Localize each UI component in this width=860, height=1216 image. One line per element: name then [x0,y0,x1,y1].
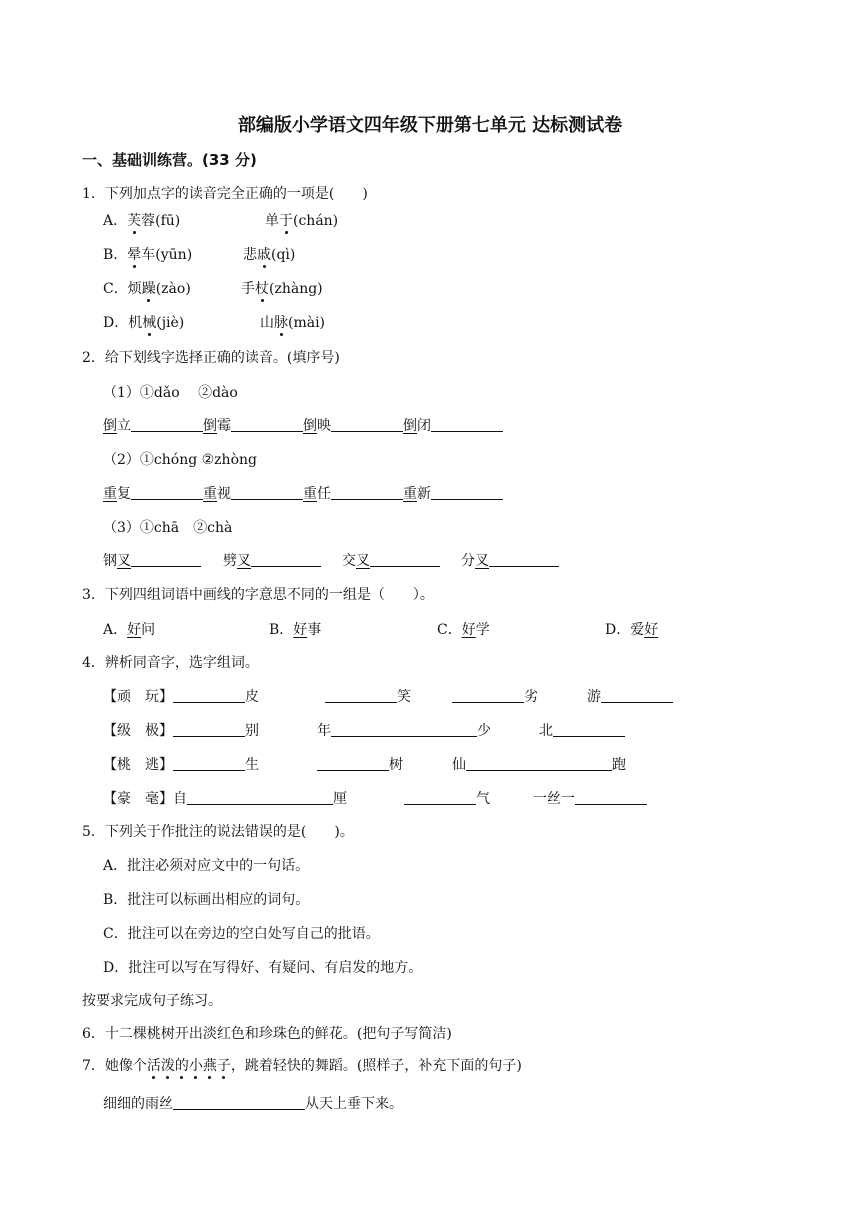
q2-group1-words: 倒立 倒霉 倒映 倒闭 [103,416,503,436]
q2-group2-words: 重复 重视 重任 重新 [103,484,503,504]
q4-row-4: 【豪 毫】自 厘 气 一丝一 [103,789,683,809]
q2-group1-options: （1）①dǎo ②dào [103,385,238,401]
page-title: 部编版小学语文四年级下册第七单元 达标测试卷 [237,115,623,136]
q4-row-1: 【顽 玩】 皮 笑 劣 游 [103,687,683,707]
question-5-stem: 5．下列关于作批注的说法错误的是( )。 [82,824,354,840]
q2-group3-words: 钢叉 劈叉 交叉 分叉 [103,551,201,571]
q5-option-d: D．批注可以写在写得好、有疑问、有启发的地方。 [103,960,423,976]
question-1-stem: 1．下列加点字的读音完全正确的一项是( ) [82,186,368,202]
question-6: 6．十二棵桃树开出淡红色和珍珠色的鲜花。(把句子写简洁) [82,1026,452,1042]
q1-option-a: A．芙蓉(fū) 单于(chán) [103,213,339,229]
question-2-stem: 2．给下划线字选择正确的读音。(填序号) [82,350,340,366]
q1-option-b: B．晕车(yūn) 悲戚(qì) [103,247,296,263]
q7-fill-line: 细细的雨丝 从天上垂下来。 [103,1096,403,1112]
q2-group2-options: （2）①chóng ②zhòng [103,452,257,468]
q4-row-3: 【桃 逃】 生 树 仙 跑 [103,757,626,773]
sentence-section-instruction: 按要求完成句子练习。 [82,993,222,1009]
q1-option-d: D．机械(jiè) 山脉(mài) [103,315,326,331]
q1-option-c: C．烦躁(zào) 手杖(zhàng) [103,281,323,297]
q2-group3-options: （3）①chā ②chà [103,520,233,536]
q3-options: A．好问 B．好事 C．好学 D．爱好 [103,622,659,638]
question-7: 7．她像个活泼的小燕子，跳着轻快的舞蹈。(照样子，补充下面的句子) [82,1058,522,1074]
section-heading: 一、基础训练营。(33 分) [82,151,257,169]
q5-option-b: B．批注可以标画出相应的词句。 [103,892,310,908]
q5-option-a: A．批注必须对应文中的一句话。 [103,858,310,874]
q5-option-c: C．批注可以在旁边的空白处写自己的批语。 [103,926,380,942]
question-4-stem: 4．辨析同音字，选字组词。 [82,655,259,671]
q4-row-2: 【级 极】 别 年 少 北 [103,721,683,741]
question-3-stem: 3．下列四组词语中画线的字意思不同的一组是（ ）。 [82,587,434,603]
